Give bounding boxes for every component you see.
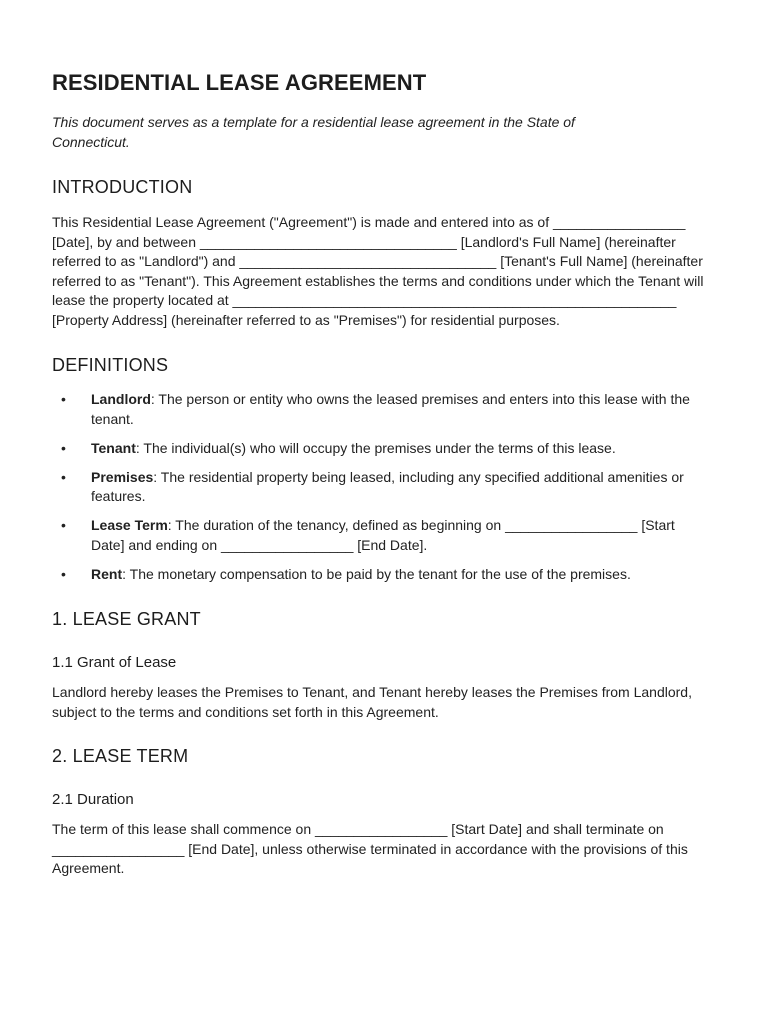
bullet-icon: • — [61, 391, 66, 407]
section2-paragraph: The term of this lease shall commence on _________________ [Start Date] and shall terminate on _________________ [End Date], unless otherwise terminated in accordance with the provisions of this Agreement. — [52, 821, 688, 876]
section1-heading: 1. LEASE GRANT — [52, 609, 201, 629]
definition-term: Rent — [91, 565, 123, 582]
bullet-icon: • — [61, 565, 66, 582]
introduction-paragraph: This Residential Lease Agreement ("Agreement") is made and entered into as of _________________ [Date], by and between _________________________________ [Landlord's Full Name] (hereinafter referred to as "Landlord") and _________________________________ [Tenant's Full Name] (hereinafter referred to as "Tenant"). This Agreement establishes the terms and conditions under which the Tenant will lease the property located at _________________________________________________________ [Property Address] (hereinafter referred to as "Premises") for residential purposes. — [52, 214, 704, 328]
document-title: RESIDENTIAL LEASE AGREEMENT — [52, 70, 427, 95]
definition-term: Landlord — [91, 391, 151, 407]
document-subtitle: This document serves as a template for a residential lease agreement in the State of Connecticut. — [52, 114, 575, 150]
definitions-heading: DEFINITIONS — [52, 355, 169, 375]
definition-term: Tenant — [91, 439, 136, 456]
definition-text: : The individual(s) who will occupy the premises under the terms of this lease. — [135, 439, 616, 456]
definition-text: : The monetary compensation to be paid by the tenant for the use of the premises. — [122, 565, 631, 582]
section1-subheading: 1.1 Grant of Lease — [52, 654, 177, 671]
definition-item-premises — [52, 468, 711, 507]
definition-item-tenant — [52, 439, 711, 459]
definition-item-lease-term — [52, 516, 711, 555]
section2-heading: 2. LEASE TERM — [52, 746, 189, 766]
definition-item-landlord — [52, 390, 711, 429]
definition-text: : The duration of the tenancy, defined as beginning on _________________ [Start Date] and ending on _________________ [End Date]. — [91, 517, 675, 553]
bullet-icon: • — [61, 468, 66, 485]
section2-subheading: 2.1 Duration — [52, 791, 134, 808]
definition-term: Lease Term — [91, 517, 168, 533]
definitions-list — [52, 390, 720, 584]
definition-text: : The person or entity who owns the leased premises and enters into this lease with the tenant. — [91, 391, 690, 427]
bullet-icon: • — [61, 439, 66, 456]
definition-term: Premises — [91, 468, 154, 485]
definition-text: : The residential property being leased, including any specified additional amenities or features. — [91, 468, 684, 504]
section1-paragraph: Landlord hereby leases the Premises to Tenant, and Tenant hereby leases the Premises from Landlord, subject to the terms and conditions set forth in this Agreement. — [52, 684, 692, 720]
bullet-icon: • — [61, 517, 66, 533]
definition-item-rent — [52, 565, 711, 585]
introduction-heading: INTRODUCTION — [52, 177, 193, 197]
